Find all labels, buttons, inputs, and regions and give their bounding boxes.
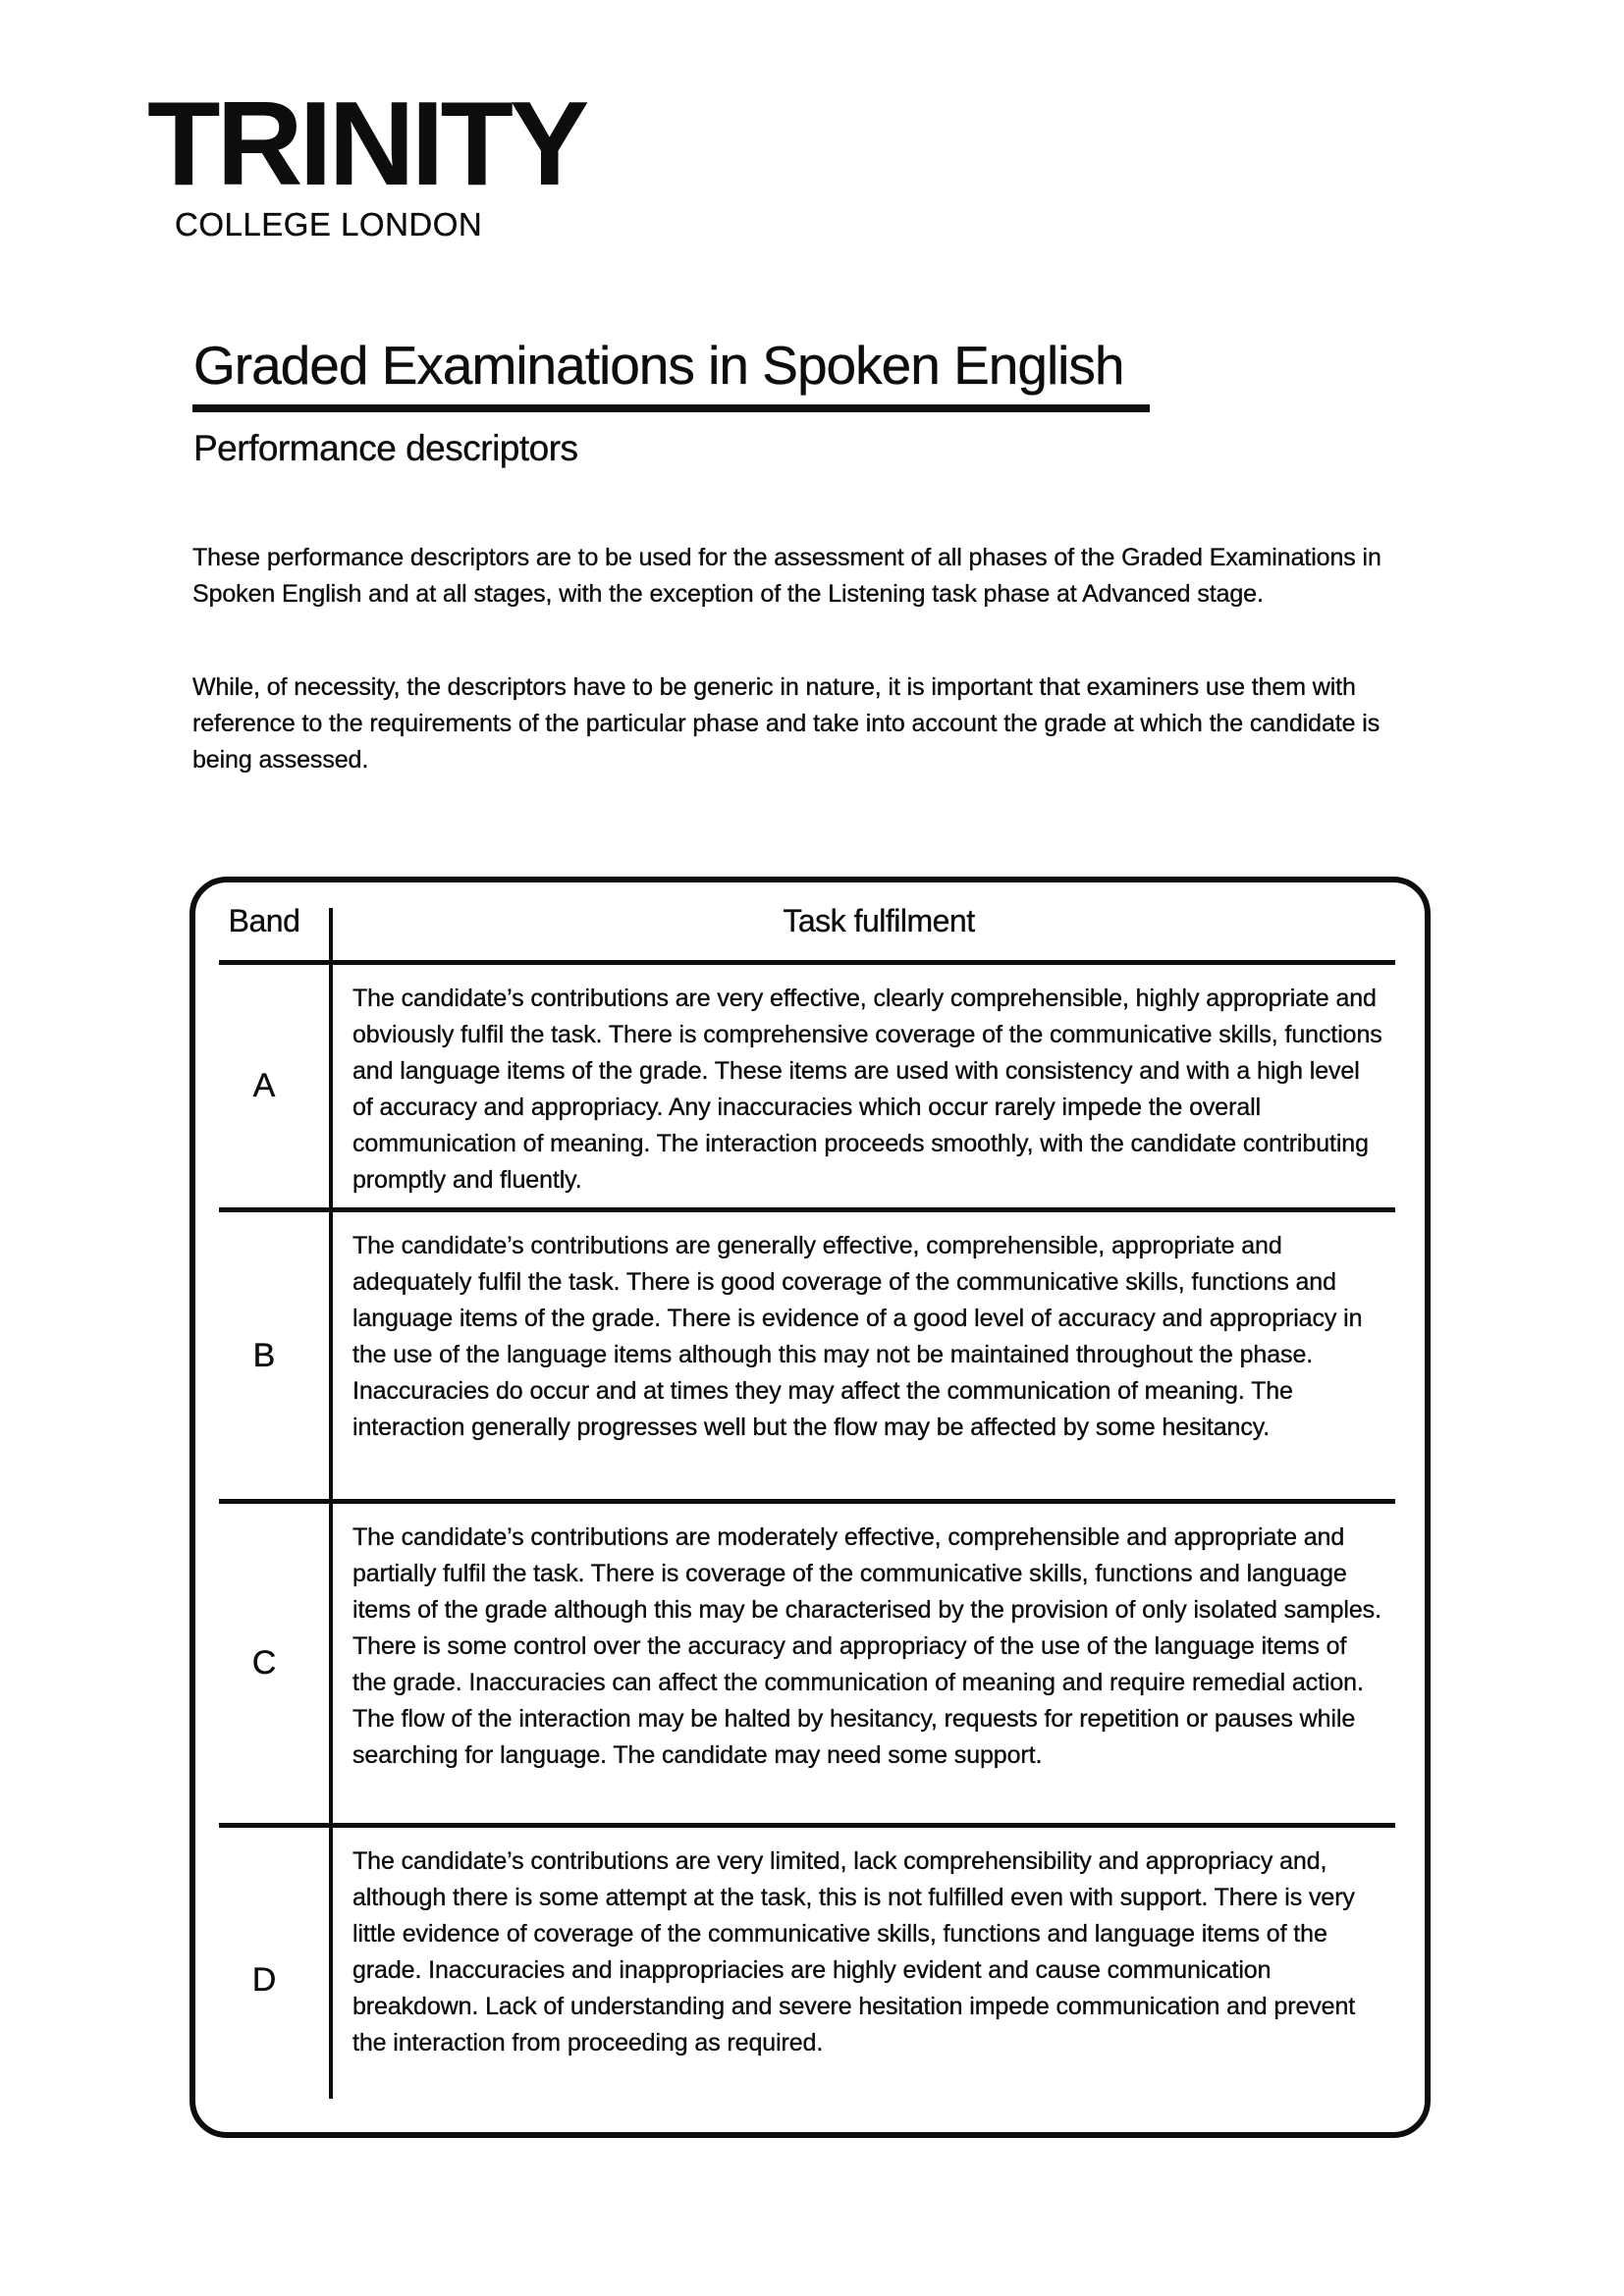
band-description: The candidate’s contributions are generally effective, comprehensible, appropriate and adequately fulfil the task. There is good coverage of the communicative skills, functions and language items of the grade. There is evidence of a good level of accuracy and appropriacy in the use of the language items although this may not be maintained throughout the phase. Inaccuracies do occur and at times they may affect the communication of meaning. The interaction generally progresses well but the flow may be affected by some hesitancy. [352, 1232, 1363, 1441]
band-description: The candidate’s contributions are moderately effective, comprehensible and appropriate and partially fulfil the task. There is coverage of the communicative skills, functions and language items of the grade although this may be characterised by the provision of only isolated samples. There is some control over the accuracy and appropriacy of the use of the language items of the grade. Inaccuracies can affect the communication of meaning and require remedial action. The flow of the interaction may be halted by hesitancy, requests for repetition or pauses while searching for language. The candidate may need some support. [352, 1523, 1381, 1769]
page-title: Graded Examinations in Spoken English [193, 335, 1124, 396]
intro-paragraph: While, of necessity, the descriptors have to be generic in nature, it is important that examiners use them with reference to the requirements of the particular phase and take into account the grade at which the candidate is being assessed. [192, 673, 1380, 774]
band-letter: C [251, 1644, 277, 1682]
band-description: The candidate’s contributions are very limited, lack comprehensibility and appropriacy and, although there is some attempt at the task, this is not fulfilled even with support. There is very little evidence of coverage of the communicative skills, functions and language items of the grade. Inaccuracies and inappropriacies are highly evident and cause communication breakdown. Lack of understanding and severe hesitation impede communication and prevent the interaction from proceeding as required. [352, 1847, 1356, 2056]
intro-paragraph: These performance descriptors are to be used for the assessment of all phases of the Graded Examinations in Spoken English and at all stages, with the exception of the Listening task phase at Advanced stage. [192, 544, 1381, 608]
trinity-logo [147, 77, 586, 243]
table-header-row [195, 882, 1425, 960]
band-column-header: Band [228, 903, 300, 938]
table-row [195, 1504, 1425, 1823]
column-divider [329, 908, 333, 2099]
table-row [195, 965, 1425, 1207]
band-description: The candidate’s contributions are very effective, clearly comprehensible, highly appropriate and obviously fulfil the task. There is comprehensive coverage of the communicative skills, functions and language items of the grade. These items are used with consistency and with a high level of accuracy and appropriacy. Any inaccuracies which occur rarely impede the overall communication of meaning. The interaction proceeds smoothly, with the candidate contributing promptly and fluently. [352, 985, 1382, 1194]
table-row [195, 1828, 1425, 2132]
logo-brand-text: TRINITY [147, 77, 586, 210]
band-letter: D [251, 1960, 277, 1999]
task-column-header: Task fulfilment [783, 903, 975, 938]
title-underline [192, 404, 1150, 412]
band-letter: A [252, 1067, 276, 1104]
page-subtitle: Performance descriptors [193, 428, 578, 468]
descriptor-table [189, 877, 1431, 2138]
table-row [195, 1212, 1425, 1499]
band-letter: B [252, 1336, 276, 1374]
logo-subtext: COLLEGE LONDON [175, 206, 483, 243]
